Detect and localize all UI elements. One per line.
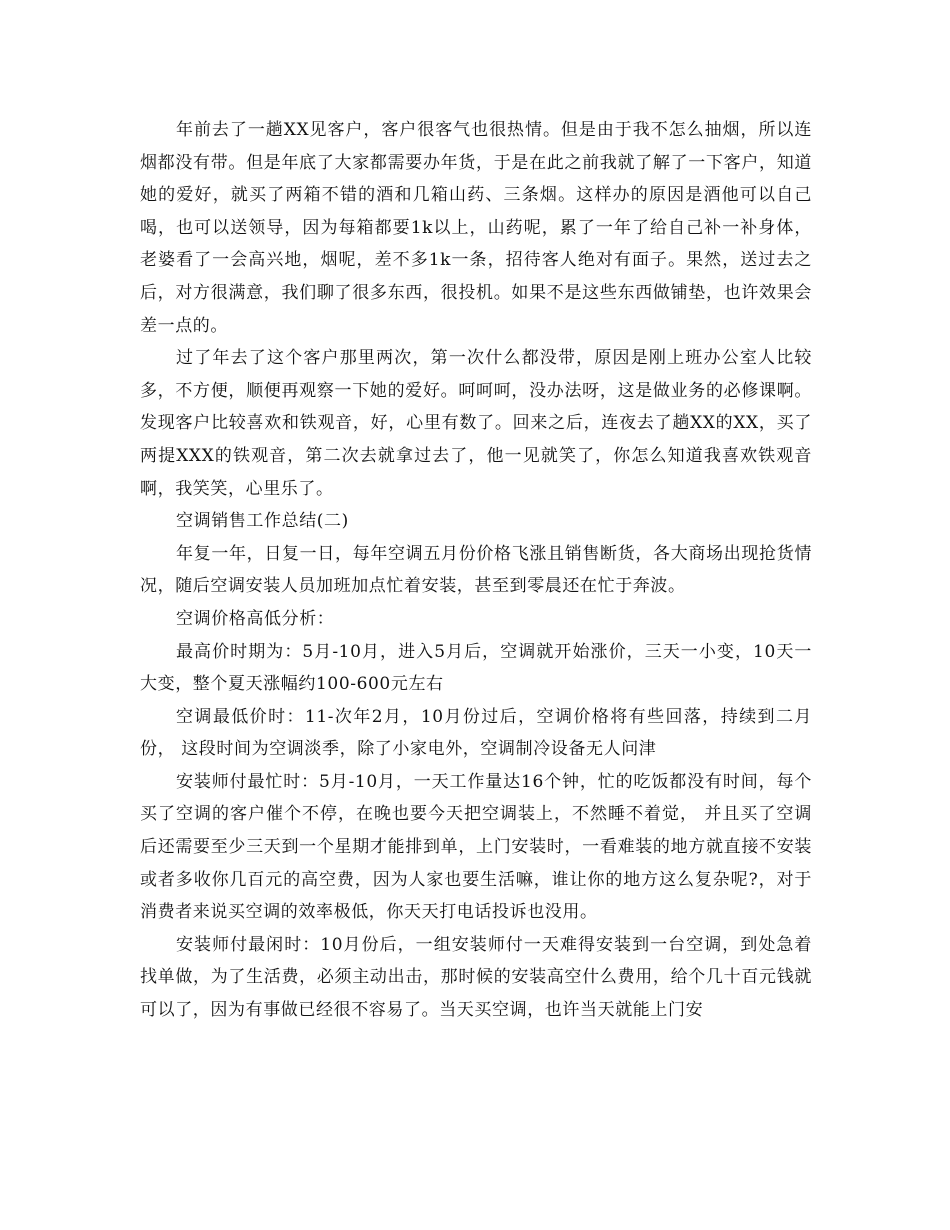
paragraph-idlest-installer: 安装师付最闲时：10月份后，一组安装师付一天难得安装到一台空调，到处急着找单做，为了生活费，必须主动出击，那时候的安装高空什么费用，给个几十百元钱就可以了，因为有事做已经很不容易了。当天买空调，也许当天就能上门安 — [140, 934, 812, 1021]
paragraph-2: 过了年去了这个客户那里两次，第一次什么都没带，原因是刚上班办公室人比较多，不方便，顺便再观察一下她的爱好。呵呵呵，没办法呀，这是做业务的必修课啊。发现客户比较喜欢和铁观音，好，心里有数了。回来之后，连夜去了趟XX的XX，买了两提XXX的铁观音，第二次去就拿过去了，他一见就笑了，你怎么知道我喜欢铁观音啊，我笑笑，心里乐了。 — [140, 348, 812, 499]
paragraph-busiest-installer: 安装师付最忙时：5月-10月，一天工作量达16个钟，忙的吃饭都没有时间，每个买了空调的客户催个不停，在晚也要今天把空调装上，不然睡不着觉， 并且买了空调后还需要至少三天到一个星期才能排到单，上门安装时，一看难装的地方就直接不安装或者多收你几百元的高空费，因为人家也要生活嘛，谁让你的地方这么复杂呢?，对于消费者来说买空调的效率极低，你天天打电话投诉也没用。 — [140, 771, 812, 923]
paragraph-1: 年前去了一趟XX见客户，客户很客气也很热情。但是由于我不怎么抽烟，所以连烟都没有带。但是年底了大家都需要办年货，于是在此之前我就了解了一下客户，知道她的爱好，就买了两箱不错的酒和几箱山药、三条烟。这样办的原因是酒他可以自己喝，也可以送领导，因为每箱都要1k以上，山药呢，累了一年了给自己补一补身体，老婆看了一会高兴地，烟呢，差不多1k一条，招待客人绝对有面子。果然，送过去之后，对方很满意，我们聊了很多东西，很投机。如果不是这些东西做铺垫，也许效果会差一点的。 — [140, 120, 812, 336]
paragraph-lowest-price: 空调最低价时：11-次年2月，10月份过后，空调价格将有些回落，持续到二月份， 这段时间为空调淡季，除了小家电外，空调制冷设备无人问津 — [140, 706, 812, 760]
subheading-price-analysis: 空调价格高低分析： — [176, 608, 335, 629]
document-body — [140, 114, 812, 1027]
section-heading: 空调销售工作总结(二) — [176, 511, 349, 532]
paragraph-highest-price: 最高价时期为：5月-10月，进入5月后，空调就开始涨价，三天一小变，10天一大变，整个夏天涨幅约100-600元左右 — [140, 641, 812, 695]
paragraph-3: 年复一年，日复一日，每年空调五月份价格飞涨且销售断货，各大商场出现抢货情况，随后空调安装人员加班加点忙着安装，甚至到零晨还在忙于奔波。 — [140, 543, 812, 597]
